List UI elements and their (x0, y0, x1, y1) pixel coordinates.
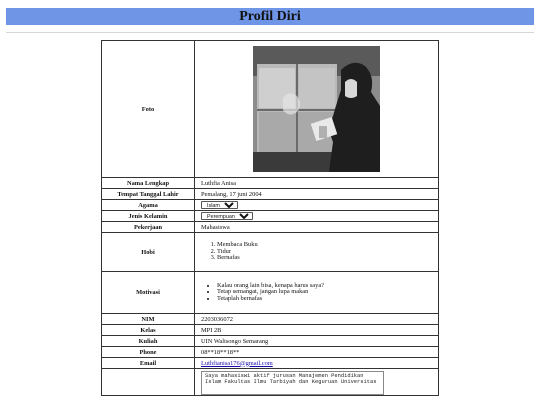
row-label: Motivasi (102, 272, 195, 314)
motivation-list (201, 283, 432, 303)
occupation-value: Mahasiswa (195, 222, 439, 233)
row-label: Phone (102, 347, 195, 358)
table-row (102, 314, 439, 325)
table-row (102, 178, 439, 189)
divider (6, 32, 534, 33)
motivation-cell (195, 272, 439, 314)
religion-cell (195, 200, 439, 211)
table-row (102, 325, 439, 336)
table-row (102, 272, 439, 314)
table-row (102, 222, 439, 233)
table-row (102, 211, 439, 222)
table-row (102, 41, 439, 178)
profile-table (101, 40, 439, 396)
class-value: MPI 2B (195, 325, 439, 336)
table-row (102, 358, 439, 369)
table-row (102, 189, 439, 200)
photo-cell (195, 41, 439, 178)
phone-value: 08**18**18** (195, 347, 439, 358)
photo-icon (253, 46, 380, 172)
motivation-item: • Tetap semangat, jangan lupa makan (217, 289, 432, 296)
row-label: Hobi (102, 233, 195, 272)
row-label: Pekerjaan (102, 222, 195, 233)
birth-place-date-value: Pemalang, 17 juni 2004 (195, 189, 439, 200)
bio-cell (195, 369, 439, 396)
page-header (6, 8, 534, 25)
email-cell (195, 358, 439, 369)
hobby-item: 1. Membaca Buku (217, 242, 432, 249)
hobby-list (201, 242, 432, 262)
row-label: Nama Lengkap (102, 178, 195, 189)
table-row (102, 200, 439, 211)
motivation-item: • Tetaplah bernafas (217, 296, 432, 303)
full-name-value: Luthfia Anisa (195, 178, 439, 189)
page-title: Profil Diri (239, 9, 301, 24)
row-label: Kuliah (102, 336, 195, 347)
row-label: Foto (102, 41, 195, 178)
table-row (102, 336, 439, 347)
row-label: Jenis Kelamin (102, 211, 195, 222)
row-label: Agama (102, 200, 195, 211)
row-label: Kelas (102, 325, 195, 336)
student-id-value: 2203036072 (195, 314, 439, 325)
hobby-item: 2. Tidur (217, 249, 432, 256)
hobby-cell (195, 233, 439, 272)
row-label: NIM (102, 314, 195, 325)
row-label: Tempat Tanggal Lahir (102, 189, 195, 200)
hobby-item: 3. Bernafas (217, 255, 432, 262)
religion-select[interactable] (201, 201, 238, 209)
table-row (102, 233, 439, 272)
gender-select[interactable] (201, 212, 253, 220)
bio-textarea[interactable] (201, 371, 384, 395)
university-value: UIN Walisongo Semarang (195, 336, 439, 347)
email-link[interactable]: Luthfianisa176@gmail.com (201, 359, 273, 367)
table-row (102, 369, 439, 396)
motivation-item: • Kalau orang lain bisa, kenapa harus saya? (217, 283, 432, 290)
gender-cell (195, 211, 439, 222)
row-label: Email (102, 358, 195, 369)
row-label (102, 369, 195, 396)
table-row (102, 347, 439, 358)
